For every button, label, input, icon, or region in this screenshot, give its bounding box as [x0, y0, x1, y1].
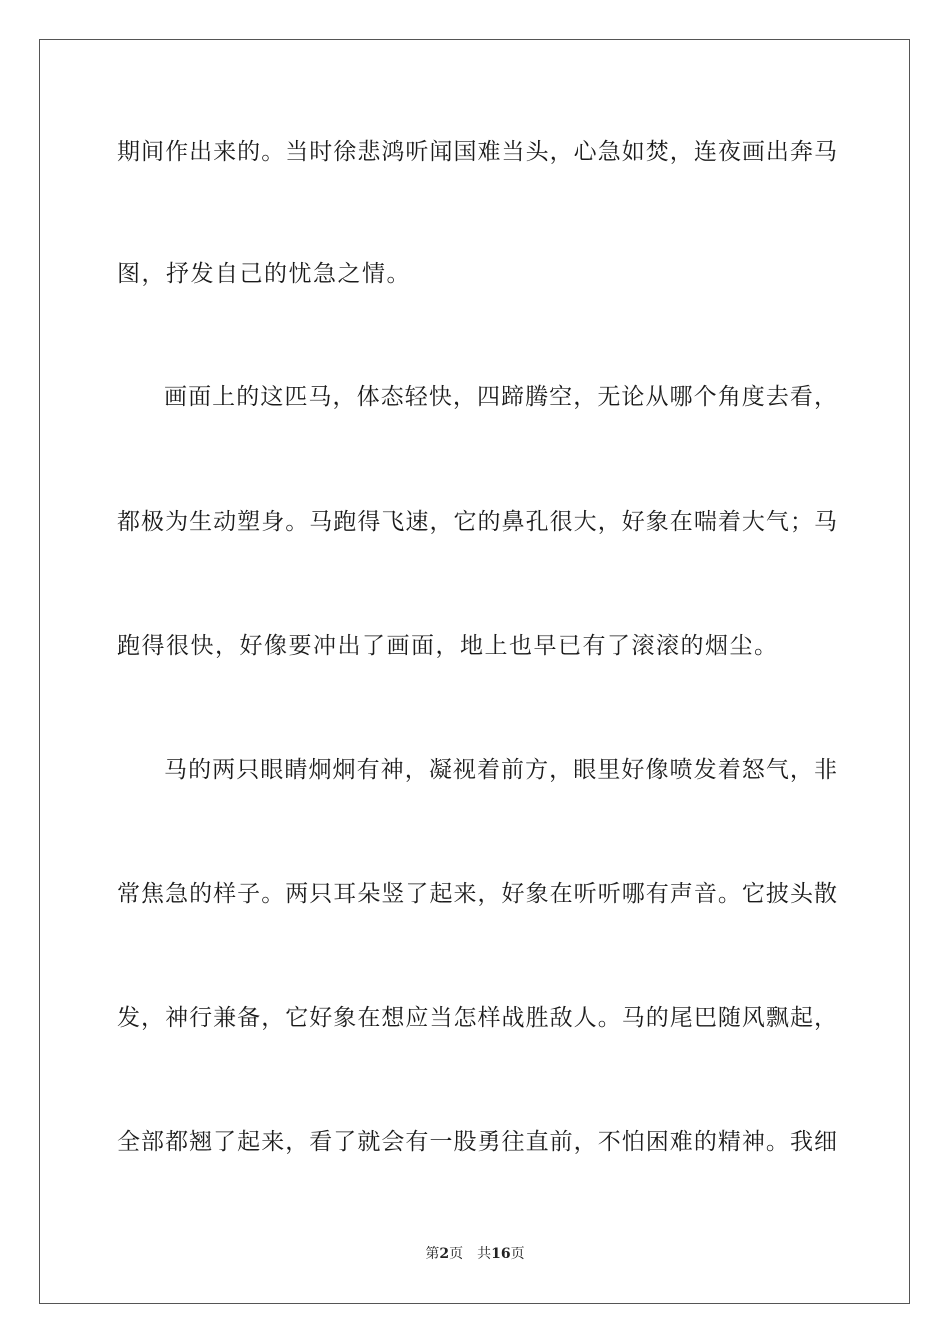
body-text-line-3: 画面上的这匹马，体态轻快，四蹄腾空，无论从哪个角度去看，: [164, 384, 837, 410]
body-text-line-4: 都极为生动塑身。马跑得飞速，它的鼻孔很大，好象在喘着大气；马: [117, 509, 837, 535]
body-text-line-9: 全部都翘了起来，看了就会有一股勇往直前，不怕困难的精神。我细: [117, 1129, 837, 1155]
page-prefix: 第: [425, 1246, 440, 1262]
body-text-line-2: 图，抒发自己的忧急之情。: [117, 261, 411, 287]
page-suffix: 页: [449, 1246, 464, 1262]
body-text-line-6: 马的两只眼睛炯炯有神，凝视着前方，眼里好像喷发着怒气，非: [164, 757, 837, 783]
total-pages: 16: [491, 1246, 511, 1262]
total-prefix: 共: [477, 1246, 492, 1262]
total-suffix: 页: [510, 1246, 525, 1262]
page-footer: [0, 1244, 950, 1264]
body-text-line-8: 发，神行兼备，它好象在想应当怎样战胜敌人。马的尾巴随风飘起，: [117, 1005, 837, 1031]
body-text-line-7: 常焦急的样子。两只耳朵竖了起来，好象在听听哪有声音。它披头散: [117, 881, 837, 907]
page-number: 2: [439, 1246, 450, 1262]
page-border: [39, 39, 910, 1304]
body-text-line-5: 跑得很快，好像要冲出了画面，地上也早已有了滚滚的烟尘。: [117, 633, 779, 659]
body-text-line-1: 期间作出来的。当时徐悲鸿听闻国难当头，心急如焚，连夜画出奔马: [117, 139, 837, 165]
